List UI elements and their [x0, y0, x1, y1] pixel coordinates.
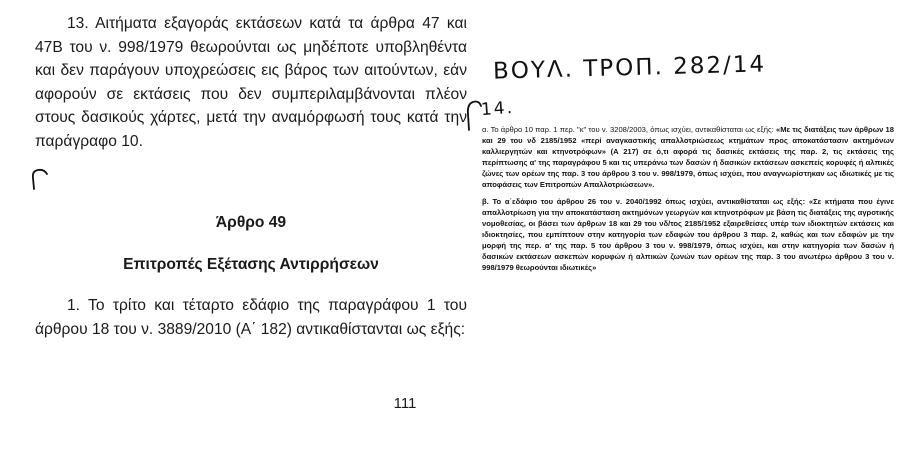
article-49-paragraph-1: 1. Το τρίτο και τέταρτο εδάφιο της παραγράφου 1 του άρθρου 18 του ν. 3889/2010 (Α΄ 182) αντικαθίστανται ως εξής:: [35, 297, 467, 338]
article-number: Άρθρο 49: [215, 214, 287, 231]
insert-paragraph-b: β. Το α΄εδάφιο του άρθρου 26 του ν. 2040/1992 όπως ισχύει, αντικαθίσταται ως εξής: «Σε κτήματα που έγινε απαλλοτρίωση για την αποκατάσταση ακτημόνων γεωργών και κτηνοτρόφων με βάση τις διατάξεις της αγροτικής νομοθεσίας, οι βάσει των άρθρων 18 και 29 του νδ/τος 2185/1952 εξαιρεθείσες υπέρ των ιδιοκτητών εκτάσεις και ιδιοκτησίες, που εμπίπτουν στην κατηγορία των εδαφών του άρθρου 3 παρ. 2, καθώς και των εδαφών με την μορφή της περ. α' της παρ. 5 του άρθρου 3 του ν. 998/1979, όπως ισχύει, και στην κατηγορία των δασών ή δασικών εκτάσεων ασκεπών κορυφών ή αλπικών ζωνών των ορέων της παρ. 3 του ανωτέρω άρθρου 3 του ν. 998/1979 θεωρούνται ιδιωτικές»: [482, 197, 894, 272]
article-title: Επιτροπές Εξέτασης Αντιρρήσεων: [123, 256, 379, 273]
page-number: 111: [393, 395, 417, 412]
handwritten-amendment-label: ΒΟΥΛ. ΤΡΟΠ. 282/14: [492, 51, 767, 85]
handwritten-insert-mark: 14.: [480, 97, 515, 121]
insert-paragraph-a: [482, 125, 894, 190]
insert-paragraph-a-intro: α. Το άρθρο 10 παρ. 1 περ. "κ" του ν. 3208/2003, όπως ισχύει, αντικαθίσταται ως εξής:: [482, 125, 774, 134]
margin-mark-1: [30, 165, 52, 193]
paragraph-13-text: 13. Αιτήματα εξαγοράς εκτάσεων κατά τα άρθρα 47 και 47Β του ν. 998/1979 θεωρούνται ως μηδέποτε υποβληθέντα και δεν παράγουν υποχρεώσεις εις βάρος των αιτούντων, εάν αφορούν σε εκτάσεις που δεν συμπεριλαμβάνονται πλέον στους δασικούς χάρτες, μετά την αναμόρφωσή τους κατά την παράγραφο 10.: [35, 15, 467, 150]
inserted-amendment-text: [482, 125, 894, 281]
insert-paragraph-a-text: «Με τις διατάξεις των άρθρων 18 και 29 του νδ 2185/1952 «περί αναγκαστικής απαλλοτριώσεως κτημάτων προς αποκατάστασιν ακτημόνων καλλιεργητών και κτηνοτρόφων» (Α 217) σε ό,τι αφορά τις δασικές εκτάσεις της παρ. 2, τις εκτάσεις της περίπτωσης α' της παραγράφου 5 και τις υπεράνω των δασών ή δασικών εκτάσεων ασκεπείς κορυφές ή αλπικές ζώνες των ορέων της παρ. 3 του άρθρου 3 του ν. 998/1979, όπως ισχύει, που αναγνωρίστηκαν ως ιδιωτικές με τις αποφάσεις των Επιτροπών Απαλλοτριώσεων».: [482, 125, 894, 189]
paragraph-13: [35, 12, 467, 154]
